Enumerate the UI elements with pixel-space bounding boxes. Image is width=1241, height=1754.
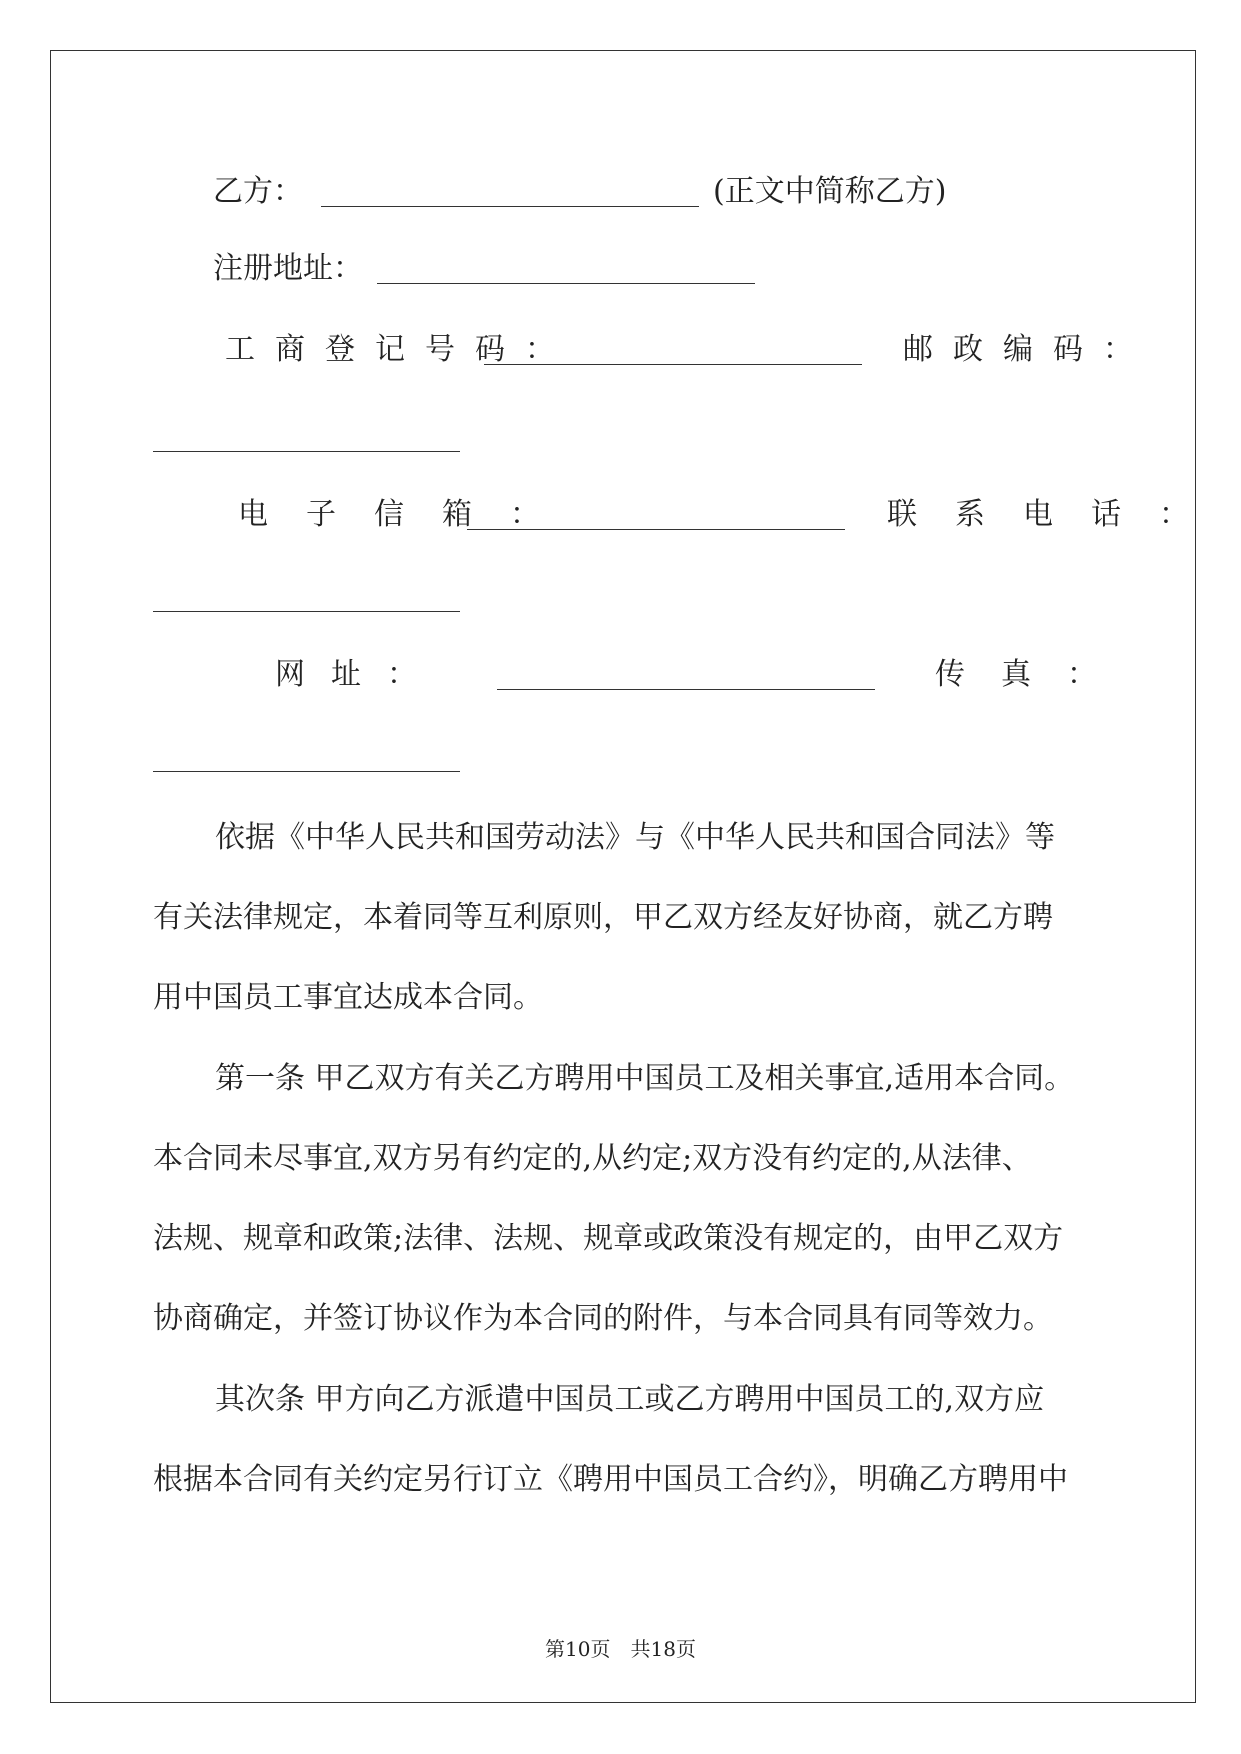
postal-code-blank[interactable] <box>153 451 460 452</box>
article-1-line-3: 法规、规章和政策;法律、法规、规章或政策没有规定的，由甲乙双方 <box>153 1221 1064 1256</box>
party-b-note: (正文中简称乙方) <box>713 174 947 209</box>
article-1-line-4: 协商确定，并签订协议作为本合同的附件，与本合同具有同等效力。 <box>153 1301 1053 1336</box>
business-reg-label: 工商登记号码： <box>225 332 575 367</box>
page-border <box>50 50 1196 1703</box>
website-row <box>153 655 1133 695</box>
party-b-row <box>153 172 1093 212</box>
phone-blank[interactable] <box>153 611 460 612</box>
fax-blank[interactable] <box>153 771 460 772</box>
website-blank[interactable] <box>497 689 875 690</box>
business-reg-blank[interactable] <box>484 364 862 365</box>
fax-label: 传真： <box>935 657 1133 692</box>
website-label: 网址： <box>275 657 443 692</box>
party-b-blank[interactable] <box>321 206 699 207</box>
email-label: 电子信箱： <box>238 497 578 532</box>
body-line-2: 有关法律规定，本着同等互利原则，甲乙双方经友好协商，就乙方聘 <box>153 900 1053 935</box>
party-b-label: 乙方： <box>213 174 303 209</box>
registered-address-label: 注册地址： <box>213 251 363 286</box>
phone-label: 联系电话： <box>887 497 1227 532</box>
email-row <box>153 495 1227 535</box>
body-line-1: 依据《中华人民共和国劳动法》与《中华人民共和国合同法》等 <box>215 820 1055 855</box>
body-line-3: 用中国员工事宜达成本合同。 <box>153 980 543 1015</box>
email-blank[interactable] <box>467 529 845 530</box>
article-1-line-2: 本合同未尽事宜,双方另有约定的,从约定;双方没有约定的,从法律、 <box>153 1141 1032 1176</box>
article-2-line-1: 其次条 甲方向乙方派遣中国员工或乙方聘用中国员工的,双方应 <box>215 1382 1045 1417</box>
article-2-line-2: 根据本合同有关约定另行订立《聘用中国员工合约》，明确乙方聘用中 <box>153 1462 1068 1497</box>
postal-code-label: 邮政编码： <box>903 332 1153 367</box>
registered-address-blank[interactable] <box>377 283 755 284</box>
business-reg-row <box>153 330 1153 370</box>
registered-address-row <box>153 249 1093 289</box>
page-number-footer: 第10页 共18页 <box>545 1637 696 1661</box>
article-1-line-1: 第一条 甲乙双方有关乙方聘用中国员工及相关事宜,适用本合同。 <box>215 1061 1075 1096</box>
